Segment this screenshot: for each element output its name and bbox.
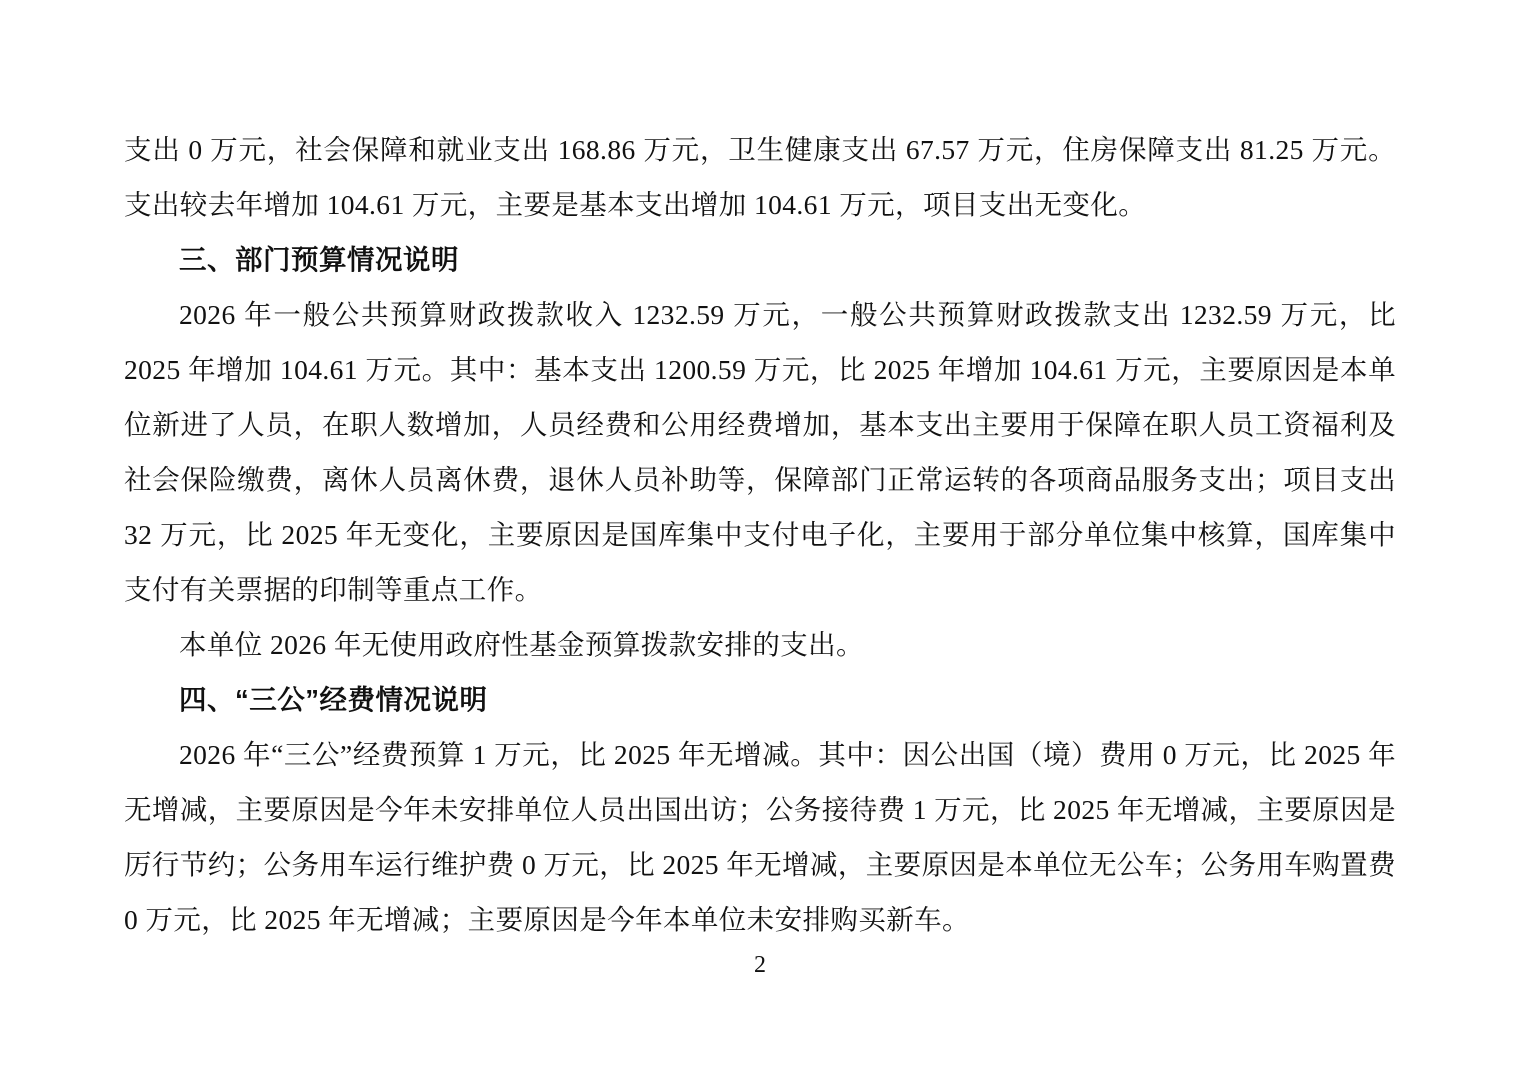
paragraph-department-budget-detail: 2026 年一般公共预算财政拨款收入 1232.59 万元，一般公共预算财政拨款支出 1232.59 万元，比 2025 年增加 104.61 万元。其中：基本支出 1200.59 万元，比 2025 年增加 104.61 万元，主要原因是本单位新进了人员，在职人数增加，人员经费和公用经费增加，基本支出主要用于保障在职人员工资福利及社会保险缴费，离休人员离休费，退休人员补助等，保障部门正常运转的各项商品服务支出；项目支出 32 万元，比 2025 年无变化，主要原因是国库集中支付电子化，主要用于部分单位集中核算，国库集中支付有关票据的印制等重点工作。 — [124, 299, 1396, 605]
heading-department-budget: 三、部门预算情况说明 — [179, 244, 459, 275]
heading-three-public-expenses: 四、“三公”经费情况说明 — [179, 684, 488, 715]
paragraph-expenditure-summary: 支出 0 万元，社会保障和就业支出 168.86 万元，卫生健康支出 67.57 万元，住房保障支出 81.25 万元。支出较去年增加 104.61 万元，主要是基本支出增加 104.61 万元，项目支出无变化。 — [124, 134, 1396, 220]
page-number: 2 — [754, 952, 766, 978]
paragraph-three-public-expenses-detail: 2026 年“三公”经费预算 1 万元，比 2025 年无增减。其中：因公出国（境）费用 0 万元，比 2025 年无增减，主要原因是今年未安排单位人员出国出访；公务接待费 1 万元，比 2025 年无增减，主要原因是厉行节约；公务用车运行维护费 0 万元，比 2025 年无增减，主要原因是本单位无公车；公务用车购置费 0 万元，比 2025 年无增减；主要原因是今年本单位未安排购买新车。 — [124, 739, 1396, 935]
paragraph-government-fund-note: 本单位 2026 年无使用政府性基金预算拨款安排的支出。 — [179, 629, 864, 660]
document-body — [124, 122, 1396, 947]
